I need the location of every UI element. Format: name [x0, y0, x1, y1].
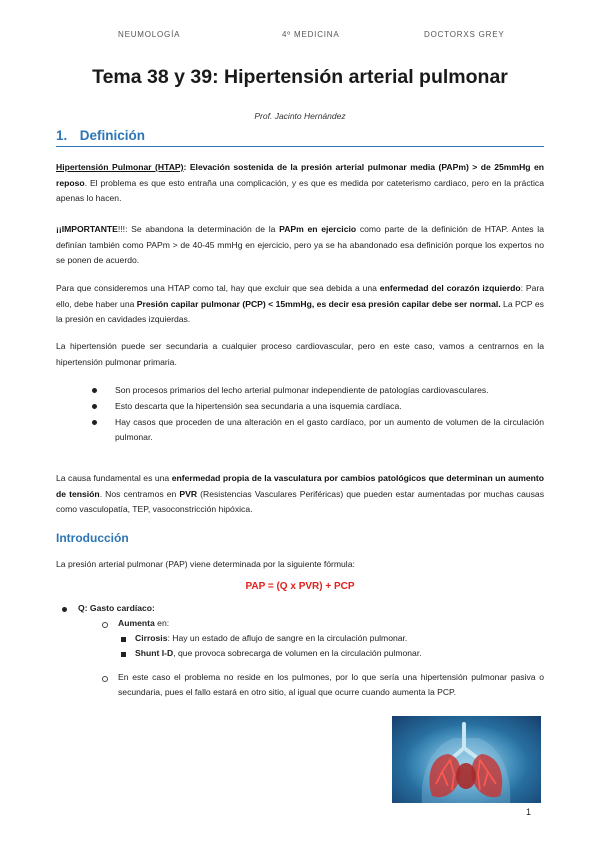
cause-text-2: . Nos centramos en — [99, 488, 180, 499]
lungs-icon — [392, 716, 541, 803]
cause-text-3: (Resistencias Vasculares Periféricas) que pueden estar aumentadas por muchas causas como vasculopatía, TEP, vasoconstricción hipóxica. — [56, 488, 544, 515]
header-course: 4º MEDICINA — [282, 30, 340, 39]
shunt-rest: , que provoca sobrecarga de volumen en la circulación pulmonar. — [173, 648, 422, 658]
shunt-bold: Shunt I-D — [135, 648, 174, 658]
cause-paragraph — [56, 471, 544, 518]
consider-bold-2: Presión capilar pulmonar (PCP) < 15mmHg, es decir esa presión capilar debe ser normal. — [136, 298, 501, 309]
list-item: Hay casos que proceden de una alteración en el gasto cardíaco, por un aumento de volumen de la circulación pulmonar. — [88, 415, 544, 445]
cirrosis-bold: Cirrosis — [135, 633, 168, 643]
definition-paragraph — [56, 160, 544, 207]
cirrosis-item — [135, 631, 407, 646]
section-number: 1. — [56, 128, 68, 143]
professor-name: Prof. Jacinto Hernández — [254, 111, 346, 121]
intro-paragraph: La presión arterial pulmonar (PAP) viene determinada por la siguiente fórmula: — [56, 559, 355, 569]
list-item: Esto descarta que la hipertensión sea secundaria a una isquemia cardíaca. — [88, 399, 544, 414]
bullet-dot-icon — [62, 607, 67, 612]
pap-formula: PAP = (Q x PVR) + PCP — [245, 581, 355, 592]
bullet-circle-icon — [102, 676, 108, 682]
important-after-lead: !!!: Se abandona la determinación de la — [117, 224, 280, 234]
section-title: Definición — [79, 128, 146, 143]
aumenta-item — [118, 616, 169, 631]
important-rest: como parte de la definición de HTAP. Antes la definían también como PAPm > de 40-45 mmHg en ejercicio, pero ya se ha abandonado esa definición porque los expertos no se ponen de acuerdo. — [56, 224, 544, 266]
consider-paragraph — [56, 281, 544, 328]
definition-rest: . El problema es que esto entraña una complicación, y es que es medida por cateterismo cardiaco, pero en la práctica apenas lo hacen. — [56, 177, 544, 204]
list-item: Son procesos primarios del lecho arterial pulmonar independiente de patologías cardiovasculares. — [88, 383, 544, 398]
primary-bullets — [88, 383, 544, 446]
consider-text-1: Para que consideremos una HTAP como tal, hay que excluir que sea debida a una — [56, 283, 380, 293]
aumenta-rest: en: — [154, 618, 170, 628]
definition-bold: Elevación sostenida de la presión arterial pulmonar media (PAPm) > de 25mmHg en reposo — [56, 162, 544, 188]
intro-heading: Introducción — [56, 531, 129, 545]
cirrosis-rest: : Hay un estado de aflujo de sangre en la circulación pulmonar. — [167, 633, 408, 643]
cause-bold-2: PVR — [179, 488, 198, 499]
important-paragraph — [56, 222, 544, 269]
bullet-circle-icon — [102, 622, 108, 628]
bullet-square-icon — [121, 652, 126, 657]
nota-item: En este caso el problema no reside en los pulmones, por lo que sería una hipertensión pulmonar pasiva o secundaria, pues el fallo estará en otro sitio, al igual que ocurre cuando aumenta la PCP. — [118, 672, 544, 697]
document-title: Tema 38 y 39: Hipertensión arterial pulmonar — [92, 66, 508, 88]
important-bold: PAPm en ejercicio — [279, 224, 357, 234]
header-subject: NEUMOLOGÍA — [118, 30, 181, 39]
definition-term: Hipertensión Pulmonar (HTAP) — [56, 162, 184, 172]
cause-bold-1: enfermedad propia de la vasculatura por cambios patológicos que determinan un aumento de tensión — [56, 473, 544, 499]
consider-bold-1: enfermedad del corazón izquierdo — [379, 283, 521, 293]
cause-text-1: La causa fundamental es una — [56, 473, 172, 483]
page-header — [0, 30, 600, 42]
secondary-paragraph: La hipertensión puede ser secundaria a cualquier proceso cardiovascular, pero en este caso, vamos a centrarnos en la hipertensión pulmonar primaria. — [56, 341, 544, 367]
consider-text-2: : Para ello, debe haber una — [56, 283, 545, 309]
shunt-item — [135, 646, 422, 661]
important-lead: ¡¡IMPORTANTE — [56, 224, 118, 234]
aumenta-bold: Aumenta — [118, 618, 155, 628]
bullet-square-icon — [121, 637, 126, 642]
header-author-group: DOCTORXS GREY — [424, 30, 505, 39]
page-number: 1 — [525, 807, 531, 817]
section-heading-definicion — [56, 128, 544, 147]
definition-colon: : — [183, 162, 187, 172]
q-item: Q: Gasto cardíaco: — [78, 603, 155, 613]
lungs-illustration — [392, 716, 541, 803]
consider-text-3: La PCP es la presión en cavidades izquierdas. — [56, 298, 544, 325]
